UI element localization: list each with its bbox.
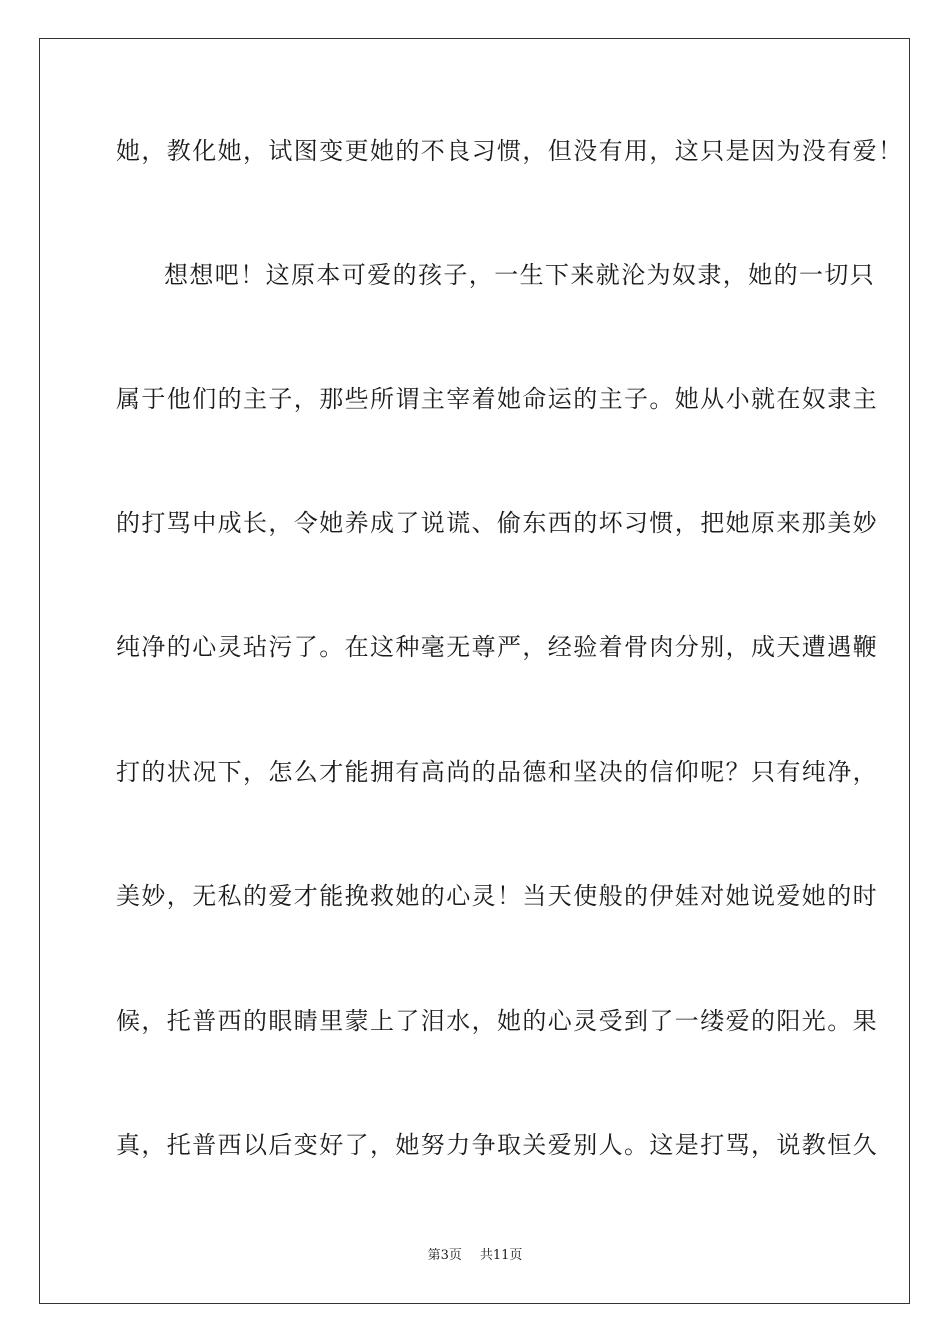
page-frame bbox=[39, 38, 910, 1304]
body-text-line-3: 属于他们的主子，那些所谓主宰着她命运的主子。她从小就在奴隶主 bbox=[116, 385, 878, 413]
body-text-line-8: 候，托普西的眼睛里蒙上了泪水，她的心灵受到了一缕爱的阳光。果 bbox=[116, 1007, 878, 1035]
page-number: 第3页 bbox=[427, 1248, 462, 1263]
body-text-line-7: 美妙，无私的爱才能挽救她的心灵！当天使般的伊娃对她说爱她的时 bbox=[116, 882, 878, 910]
body-text-line-4: 的打骂中成长，令她养成了说谎、偷东西的坏习惯，把她原来那美妙 bbox=[116, 509, 878, 537]
body-text-line-6: 打的状况下，怎么才能拥有高尚的品德和坚决的信仰呢？只有纯净， bbox=[116, 758, 878, 786]
page-footer bbox=[0, 1247, 950, 1265]
body-text-line-9: 真，托普西以后变好了，她努力争取关爱别人。这是打骂，说教恒久 bbox=[116, 1131, 878, 1159]
body-text-line-1: 她，教化她，试图变更她的不良习惯，但没有用，这只是因为没有爱！ bbox=[116, 137, 904, 165]
page-total: 共11页 bbox=[479, 1248, 523, 1263]
body-text-line-5: 纯净的心灵玷污了。在这种毫无尊严，经验着骨肉分别，成天遭遇鞭 bbox=[116, 633, 878, 661]
body-text-line-2: 想想吧！这原本可爱的孩子，一生下来就沦为奴隶，她的一切只 bbox=[164, 261, 876, 289]
